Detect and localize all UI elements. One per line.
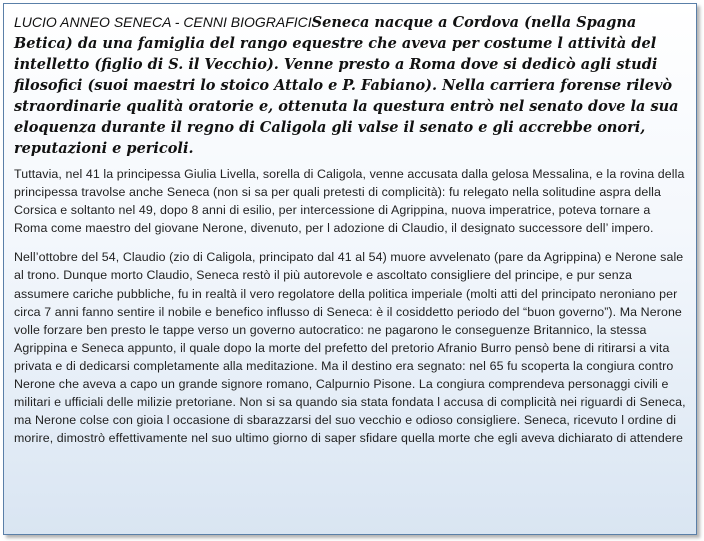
heading-paragraph	[14, 12, 686, 159]
body-paragraph-2: Nell’ottobre del 54, Claudio (zio di Caligola, principato dal 41 al 54) muore avvelenato (pare da Agrippina) e Nerone sale al trono. Dunque morto Claudio, Seneca restò il più autorevole e ascoltato consigliere del principe, e pur senza assumere cariche pubbliche, fu in realtà il vero regolatore della politica imperiale (molti atti del principato neroniano per circa 7 anni fanno sentire il nobile e benefico influsso di Seneca: è il cosiddetto periodo del “buon governo”). Ma Nerone volle forzare ben presto le tappe verso un governo autocratico: ne pagarono le conseguenze Britannico, la stessa Agrippina e Seneca appunto, il quale dopo la morte del prefetto del pretorio Afranio Burro pensò bene di ritirarsi a vita privata e di dedicarsi completamente alla meditazione. Ma il destino era segnato: nel 65 fu scoperta la congiura contro Nerone che aveva a capo un grande signore romano, Calpurnio Pisone. La congiura comprendeva personaggi civili e militari e ufficiali delle milizie pretoriane. Non si sa quando sia stata fondata l accusa di complicità nei riguardi di Seneca, ma Nerone colse con gioia l occasione di sbarazzarsi del suo vecchio e odioso consigliere. Seneca, ricevuto l ordine di morire, dimostrò effettivamente nel suo ultimo giorno di saper sfidare quella morte che egli aveva dichiarato di attendere	[14, 250, 686, 446]
body-paragraph-1: Tuttavia, nel 41 la principessa Giulia Livella, sorella di Caligola, venne accusata dalla gelosa Messalina, e la rovina della principessa travolse anche Seneca (non si sa per quali pretesti di complicità): fu relegato nella solitudine aspra della Corsica e soltanto nel 49, dopo 8 anni di esilio, per intercessione di Agrippina, nuova imperatrice, poteva tornare a Roma come maestro del giovane Nerone, divenuto, per l adozione di Claudio, il designato successore dell’ impero.	[14, 167, 685, 236]
biography-intro: Seneca nacque a Cordova (nella Spagna Betica) da una famiglia del rango equestre che aveva per costume l attività del intelletto (figlio di S. il Vecchio). Venne presto a Roma dove si dedicò agli studi filosofici (suoi maestri lo stoico Attalo e P. Fabiano). Nella carriera forense rilevò straordinarie qualità oratorie e, ottenuta la questura entrò nel senato dove la sua eloquenza durante il regno di Caligola gli valse il senato e gli accrebbe onori, reputazioni e pericoli.	[14, 14, 679, 157]
text-box	[3, 3, 697, 535]
document-title: LUCIO ANNEO SENECA - CENNI BIOGRAFICI	[14, 14, 312, 30]
